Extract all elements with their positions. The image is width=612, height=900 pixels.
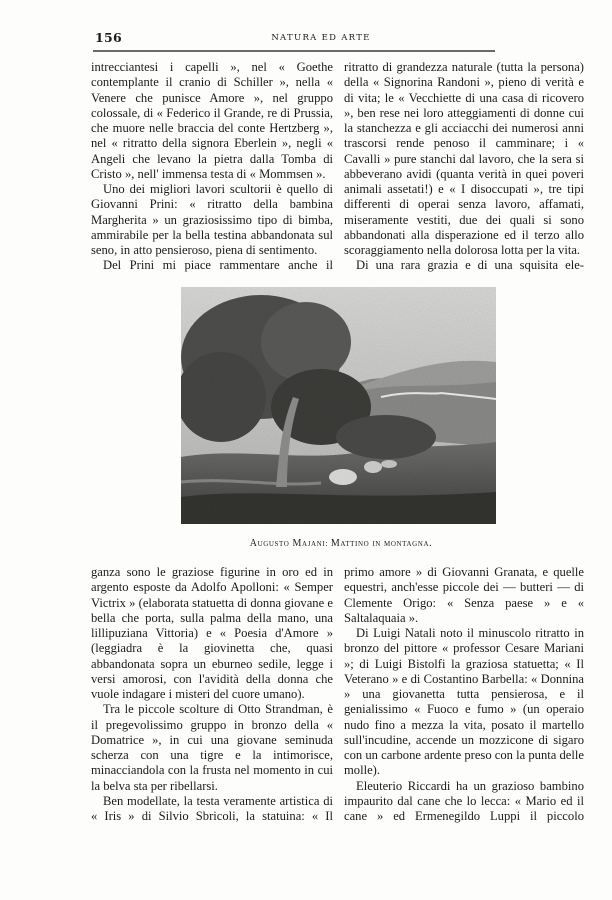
page-number: 156 xyxy=(95,30,122,45)
caption-separator: : xyxy=(325,539,331,548)
paragraph: Ben modellate, la testa veramente artistica di « Iris » di Silvio Sbricoli, la statuina: « Il xyxy=(91,793,333,823)
sheep xyxy=(364,461,382,473)
paragraph: Eleuterio Riccardi ha un grazioso bambino impaurito dal cane che lo lecca: « Mario ed il cane » ed Ermenegildo Luppi il piccolo xyxy=(344,778,584,823)
bottom-left-column xyxy=(91,565,333,824)
caption-artist: Augusto Majani xyxy=(249,538,326,549)
sheep xyxy=(329,469,357,485)
top-right-column xyxy=(344,60,584,274)
paragraph: Di una rara grazia e di una squisita ele- xyxy=(356,258,584,273)
figure-caption xyxy=(0,538,612,549)
running-head: NATURA ED ARTE xyxy=(271,33,371,43)
paragraph: primo amore » di Giovanni Granata, e quelle equestri, anch'esse piccole dei — butteri — di Clemente Origo: « Senza paese » e « Saltalaquaia ». xyxy=(344,565,584,625)
figure-painting xyxy=(181,287,496,524)
sheep xyxy=(381,460,397,468)
caption-title: Mattino in montagna. xyxy=(330,538,433,549)
landscape-painting-image xyxy=(181,287,496,524)
paragraph: Tra le piccole scolture di Otto Strandman, è il pregevolissimo gruppo in bronzo della « Domatrice », in cui una giovane seminuda scherza con una tigre e la intimorisce, minacciandola con la frusta nel momento in cui la belva sta per ribellarsi. xyxy=(91,702,333,793)
header-rule xyxy=(93,50,495,52)
paragraph: ritratto di grandezza naturale (tutta la persona) della « Signorina Randoni », pieno di verità e di vita; le « Vecchiette di una casa di ricovero », ben rese nei loro atteggiamenti di donne cui la stanchezza e gli acciacchi dei numerosi anni trascorsi rende penoso il camminare; i « Cavalli » pure stanchi dal lavoro, che la sera si abbeverano avidi (quanta verità in quei poveri animali assetati!) e « I disoccupati », tre tipi differenti di operai senza lavoro, affamati, miseramente vestiti, due dei quali si sono abbandonati alla disperazione ed il terzo allo scoraggiamento nella dolorosa lotta per la vita. xyxy=(344,60,584,257)
paragraph: Di Luigi Natali noto il minuscolo ritratto in bronzo del pittore « professor Cesare Mariani »; di Luigi Bistolfi la graziosa statuetta; « Il Veterano » e di Costantino Barbella: « Donnina » una giovanetta tutta pensierosa, e il genialissimo « Fuoco e fumo » (un operaio nudo fino a mezza la vita, posato il martello sull'incudine, accende un mozzicone di sigaro con un carbone ardente preso con la punta delle molle). xyxy=(344,626,584,778)
paragraph: Del Prini mi piace rammentare anche il xyxy=(103,258,333,273)
paragraph: ganza sono le graziose figurine in oro ed in argento esposte da Adolfo Apolloni: « Semper Victrix » (elaborata statuetta di donna giovane e bella che porta, sulla palma della mano, una lillipuziana Vittoria) e « Poesia d'Amore » (leggiadra è la giovinetta che, quasi abbandonata sopra un eburneo sedile, legge i versi amorosi, con l'avidità della donna che vuole indagare i misteri del cuore umano). xyxy=(91,565,333,701)
paragraph: intrecciantesi i capelli », nel « Goethe contemplante il cranio di Schiller », nella « Venere che punisce Amore », nel gruppo colossale, di « Federico il Grande, re di Prussia, che muore nelle braccia del conte Hertzberg », nel « ritratto della signora Eberlein », negli « Angeli che levano la pietra dalla Tomba di Cristo », nell' immensa testa di « Mommsen ». xyxy=(91,60,333,181)
top-left-column xyxy=(91,60,333,274)
paragraph: Uno dei migliori lavori scultorii è quello di Giovanni Prini: « ritratto della bambina Margherita » un graziosissimo tipo di bimba, ammirabile per la bella testina abbandonata sul seno, in atto pensieroso, piena di sentimento. xyxy=(91,182,333,257)
bushes xyxy=(336,415,436,459)
bottom-right-column xyxy=(344,565,584,824)
